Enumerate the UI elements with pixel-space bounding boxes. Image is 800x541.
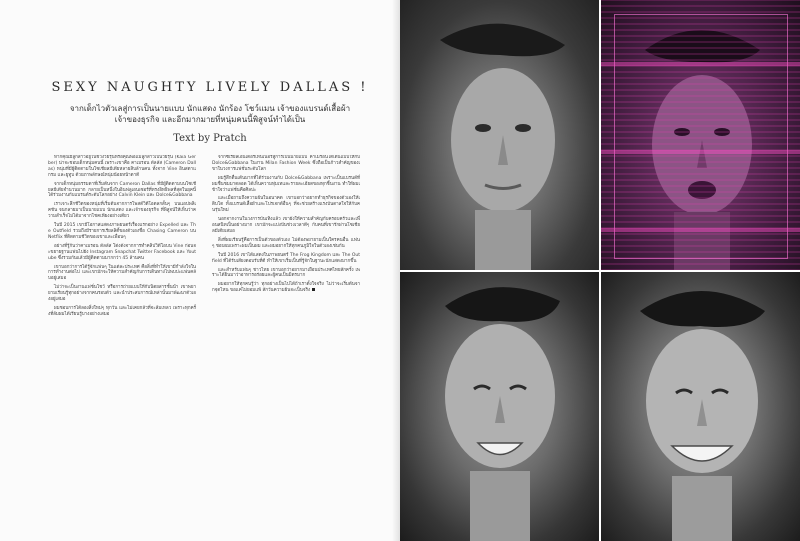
glitch-frame [614,14,788,259]
body-paragraph: จากซีเรียลเอ็นเตอร์เทนเนอร์สู่การเป็นนายแบบ คาเมรอนได้เดินแบบให้กับ Dolce&Gabbana ในงาน Milan Fashion Week ซึ่งถือเป็นก้าวสำคัญของเขาในวงการแฟชั่นระดับโลก [212,155,360,172]
body-paragraph: ไม่ว่าจะเป็นงานแฟชั่นโชว์ หรือการถ่ายแบบให้กับนิตยสารชั้นนำ เขาพยายามเรียนรู้ทุกอย่างจากคนรอบตัว และนำประสบการณ์เหล่านั้นมาพัฒนาตัวเองอยู่เสมอ [48,285,196,303]
body-paragraph: หากคุณมีลูกสาวอยู่ในช่วงวัยรุ่นหรือคุณพ่อแม่ลูกสาวเป็นวัยรุ่น (Kaia Gerber) น่าจะชอบเด็กหนุ่มคนนี้ เพราะเขาคือ คาเมรอน ดัลลัส (Cameron Dallas) หนุ่มที่มีผู้ติดตามในโซเชียลมีเดียหลายสิบล้านคน ทั้งจาก Vine อินสตาแกรม และยูทูบ ด้วยภาพลักษณ์หนุ่มน้อยหน้าตาดี [48,155,196,178]
right-page-photo-grid [400,0,800,541]
article-column-right [212,155,360,515]
article-deck-line-1: จากเด็กไวตัวเลสู่การเป็นนายแบบ นักแสดง นักร้อง โชว์แมน เจ้าของแบรนด์เสื้อผ้า [69,104,351,113]
glitch-strip [600,150,800,154]
article-byline: Text by Pratch [173,133,247,144]
body-paragraph: เราเจาะลึกชีวิตของหนุ่มที่เริ่มต้นจากการโพสต์วิดีโอตลกสั้นๆ บนแอปพลิเคชัน จนกลายมาเป็นนายแบบ นักแสดง และเจ้าของธุรกิจ ที่พิสูจน์ให้เห็นว่าความสำเร็จไม่ได้มาจากโชคเพียงอย่างเดียว [48,202,196,220]
body-paragraph: ในปี 2015 เขามีโอกาสแสดงภาพยนตร์เรื่องแรกอย่าง Expelled และ The Outfield รวมถึงมีรายการเรียลลิตี้ของตัวเองชื่อ Chasing Cameron บน Netflix ที่ติดตามชีวิตของเขาและเพื่อนๆ [48,223,196,240]
body-paragraph: จากเด็กหนุ่มธรรมดาที่เริ่มต้นจาก Cameron Dallas ที่มีผู้ติดตามบนโซเชียลมีเดียจำนวนมาก กลายเป็นหนึ่งในอินฟลูเอนเซอร์ที่ทรงอิทธิพลที่สุดในยุคนี้ ได้ร่วมงานกับแบรนด์ระดับโลกอย่าง Calvin Klein และ Dolce&Gabbana [48,181,196,199]
portrait-top-left-photo [400,0,600,271]
closing-paragraph-text: ผมอยากให้ทุกคนรู้ว่า ทุกอย่างเป็นไปได้ถ้าเราตั้งใจจริง ไม่ว่าจะเริ่มต้นจากจุดไหน ขอแค่ไม่ยอมแพ้ สักวันความฝันจะเป็นจริง [212,282,360,294]
portrait-bottom-left-photo [400,271,600,541]
body-paragraph: อย่างที่รู้กันว่าคาเมรอน ดัลลัส โด่งดังจากการทำคลิปวิดีโอบน Vine ก่อนจะขยายฐานแฟนไปยัง Instagram Snapchat Twitter Facebook และ Youtube ซึ่งรวมกันแล้วมีผู้ติดตามมากกว่า 45 ล้านคน [48,243,196,261]
portrait-top-right-glitch-photo [600,0,800,271]
body-paragraph: ผมรู้สึกตื่นเต้นมากที่ได้ร่วมงานกับ Dolce&Gabbana เพราะเป็นแบรนด์ที่ผมชื่นชมมาตลอด ได้เห็นความทุ่มเทและรายละเอียดของทุกชิ้นงาน ทำให้ผมเข้าใจว่าแฟชั่นคือศิลปะ [212,175,360,193]
face-silhouette-icon [400,271,600,541]
portrait-bottom-right-photo [600,271,800,541]
face-silhouette-icon [600,271,800,541]
page-gutter [392,0,400,541]
glitch-strip [600,228,800,232]
article-headline: SEXY NAUGHTY LIVELY DALLAS ! [51,80,369,95]
body-paragraph: สิ่งที่ผมเรียนรู้คือการเป็นตัวของตัวเอง ไม่ต้องพยายามเป็นใครคนอื่น แฟนๆ ชอบผมเพราะผมเป็นผม และผมอยากให้ทุกคนภูมิใจในตัวเองเช่นกัน [212,237,360,249]
article-column-left [48,155,196,515]
article-columns [48,155,360,515]
end-mark-icon [312,288,315,291]
body-paragraph: ในปี 2016 เขาได้แสดงในภาพยนตร์ The Frog Kingdom และ The Outfield ที่ได้รับเสียงตอบรับที่ดี ทำให้เขาเริ่มเป็นที่รู้จักในฐานะนักแสดงมากขึ้น [212,252,360,264]
glitch-strip [600,62,800,66]
body-paragraph: และสำหรับแฟนๆ ชาวไทย เขาบอกว่าอยากมาเยือนประเทศไทยสักครั้ง เพราะได้ยินมาว่าอาหารอร่อยและผู้คนเป็นมิตรมาก [212,267,360,279]
article-deck-line-2: เจ้าของธุรกิจ และอีกมากมายที่หนุ่มคนนี้พิสูจน์ทำได้เป็น [114,115,306,124]
body-paragraph: ผมชอบการได้ลองสิ่งใหม่ๆ ทุกวัน และไม่เคยกลัวที่จะล้มเหลว เพราะทุกครั้งที่ล้มผมได้เรียนรู้บางอย่างเสมอ [48,305,196,317]
photo-divider-horizontal [400,270,800,272]
body-paragraph: เขาบอกว่าการได้รู้จักแฟนๆ ในแต่ละประเทศ คือสิ่งที่ทำให้เขามีกำลังใจในการทำงานต่อไป และเขามักจะให้ความสำคัญกับการเดินทางไปพบปะแฟนคลับอยู่เสมอ [48,264,196,282]
face-silhouette-icon [400,0,600,271]
body-paragraph [212,282,360,294]
body-paragraph: นอกจากงานในวงการบันเทิงแล้ว เขายังให้ความสำคัญกับครอบครัวและเพื่อนสนิทเป็นอย่างมาก เขามักจะแบ่งปันช่วงเวลาดีๆ กับคนที่เขารักผ่านโซเชียลมีเดียเสมอ [212,217,360,234]
body-paragraph: และเมื่อถามถึงความฝันในอนาคต เขาบอกว่าอยากทำธุรกิจของตัวเองให้เติบโต ทั้งแบรนด์เสื้อผ้าและโปรเจกต์อื่นๆ ที่จะช่วยสร้างแรงบันดาลใจให้กับคนรุ่นใหม่ [212,196,360,214]
